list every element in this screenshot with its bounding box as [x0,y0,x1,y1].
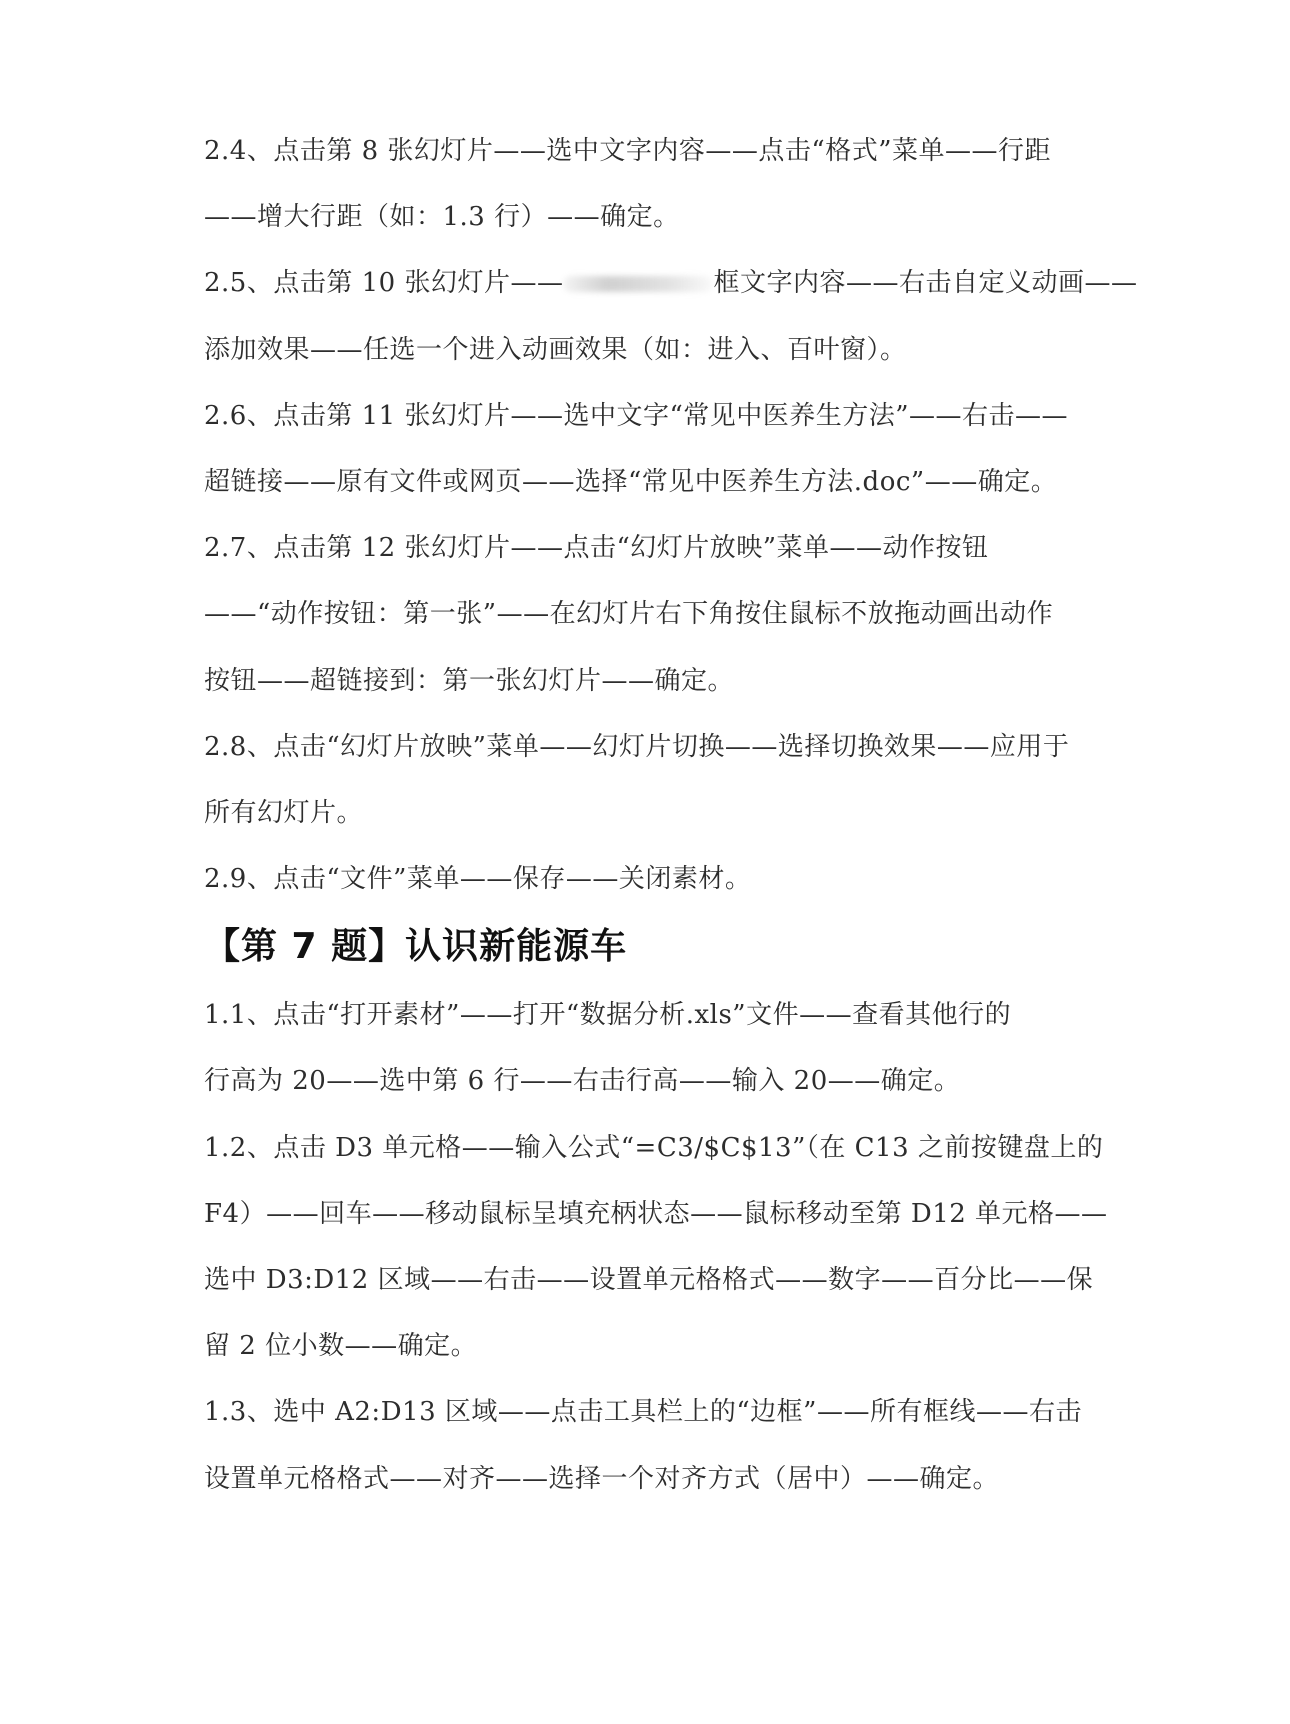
document-content [204,118,1138,1512]
step-2-7-line-1: 2.7、点击第 12 张幻灯片——点击“幻灯片放映”菜单——动作按钮 [204,533,989,564]
section-7-heading: 【第 7 题】认识新能源车 [204,926,628,968]
step-1-3-line-2: 设置单元格格式——对齐——选择一个对齐方式（居中）——确定。 [204,1463,1000,1494]
step-2-7-line-3: 按钮——超链接到：第一张幻灯片——确定。 [204,665,735,696]
step-2-6-line-2: 超链接——原有文件或网页——选择“常见中医养生方法.doc”——确定。 [204,466,1058,497]
step-2-5-line-2: 添加效果——任选一个进入动画效果（如：进入、百叶窗）。 [204,334,907,365]
step-2-6-line-1: 2.6、点击第 11 张幻灯片——选中文字“常见中医养生方法”——右击—— [204,400,1069,431]
step-2-4-line-1: 2.4、点击第 8 张幻灯片——选中文字内容——点击“格式”菜单——行距 [204,136,1052,166]
step-1-2-line-2: F4）——回车——移动鼠标呈填充柄状态——鼠标移动至第 D12 单元格—— [204,1198,1108,1229]
step-1-2-line-4: 留 2 位小数——确定。 [204,1331,478,1362]
step-1-2-line-1: 1.2、点击 D3 单元格——输入公式“=C3/$C$13”（在 C13 之前按键盘上的 [204,1132,1104,1163]
step-2-4-line-2: ——增大行距（如：1.3 行）——确定。 [204,202,680,233]
step-2-5-text-a: 2.5、点击第 10 张幻灯片—— [204,268,564,299]
step-1-1-line-1: 1.1、点击“打开素材”——打开“数据分析.xls”文件——查看其他行的 [204,1000,1012,1031]
step-2-8-line-1: 2.8、点击“幻灯片放映”菜单——幻灯片切换——选择切换效果——应用于 [204,731,1070,762]
step-2-5-text-b: 框文字内容——右击自定义动画—— [713,268,1138,299]
step-2-9-line-1: 2.9、点击“文件”菜单——保存——关闭素材。 [204,864,752,895]
step-1-2-line-3: 选中 D3:D12 区域——右击——设置单元格格式——数字——百分比——保 [204,1265,1094,1295]
step-1-1-line-2: 行高为 20——选中第 6 行——右击行高——输入 20——确定。 [204,1066,961,1097]
step-1-3-line-1: 1.3、选中 A2:D13 区域——点击工具栏上的“边框”——所有框线——右击 [204,1397,1082,1428]
redacted-blur [563,276,713,292]
step-2-7-line-2: ——“动作按钮：第一张”——在幻灯片右下角按住鼠标不放拖动画出动作 [204,599,1054,630]
step-2-5-line-1 [204,250,1138,316]
step-2-8-line-2: 所有幻灯片。 [204,797,364,828]
